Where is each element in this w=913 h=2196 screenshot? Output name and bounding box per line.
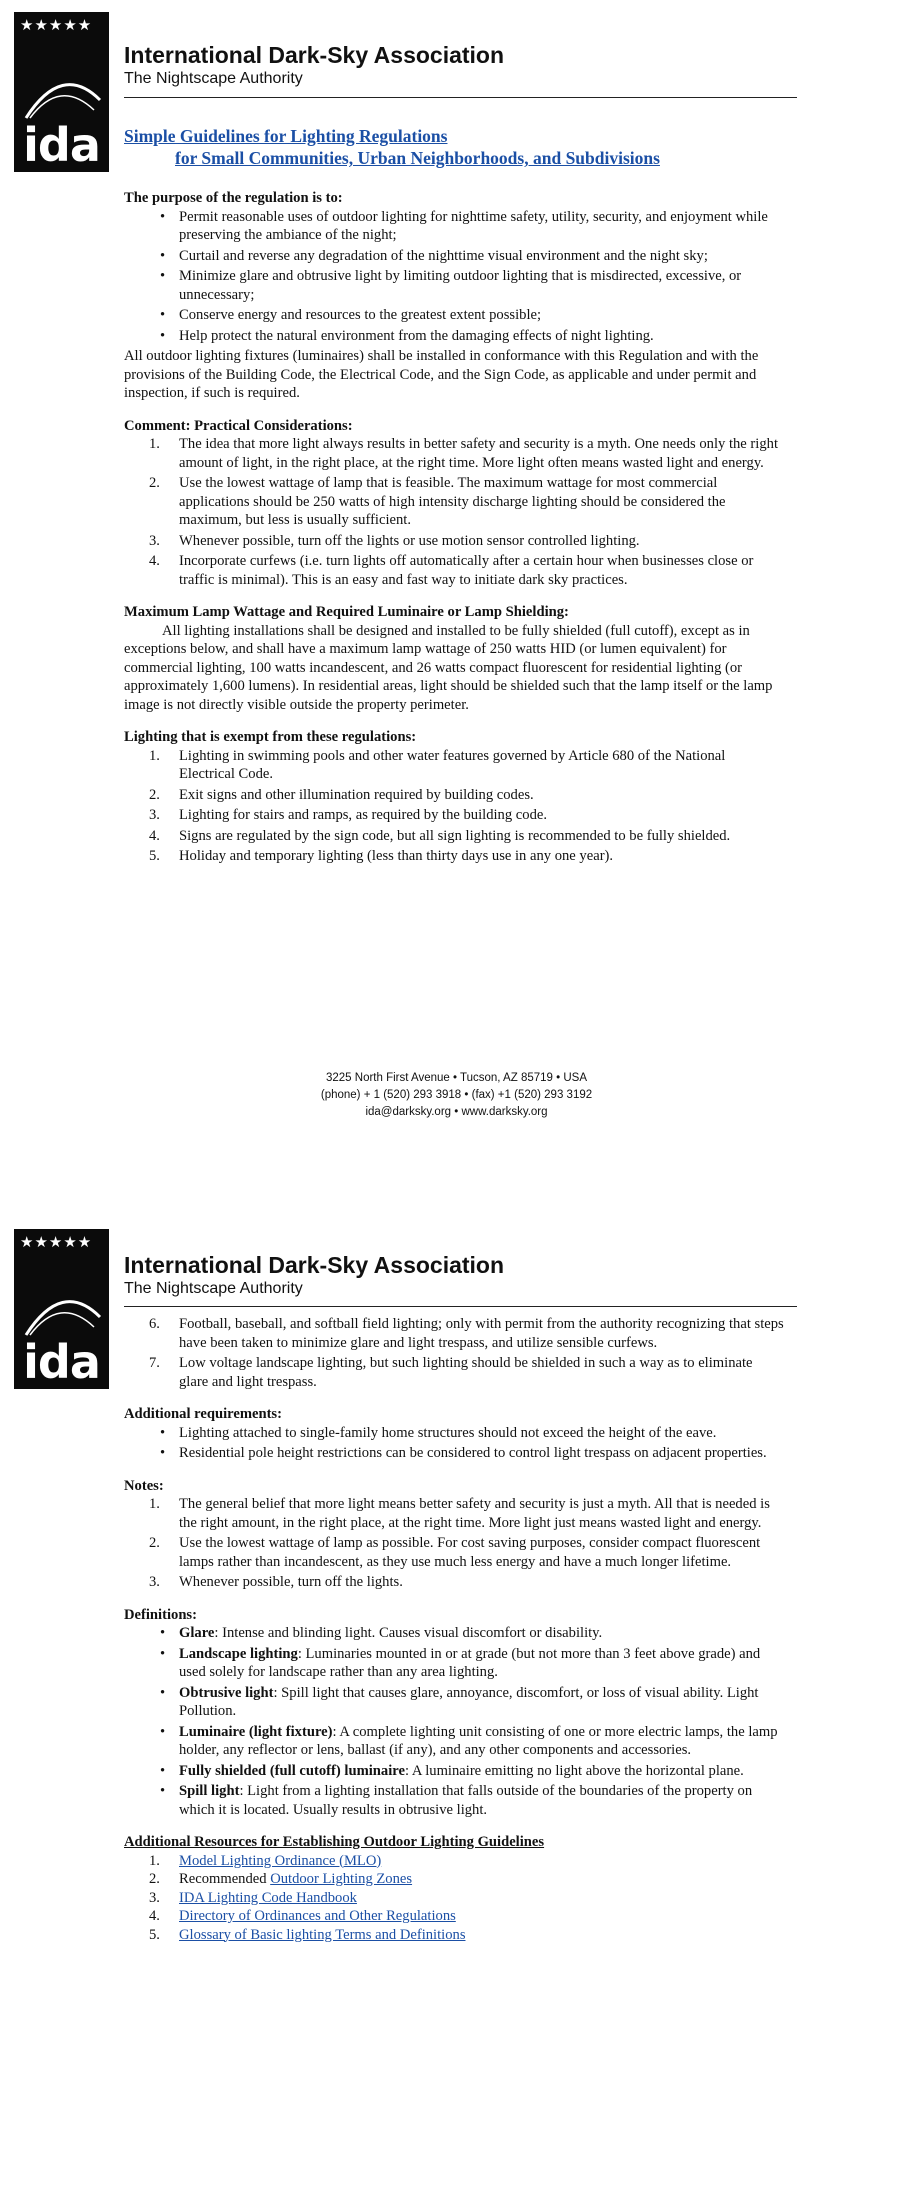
page1-content: [124, 125, 784, 868]
list-item: 1. The idea that more light always results in better safety and security is a myth. One needs only the right amount of light, in the right place, at the right time. More light often means wasted light and energy.: [149, 436, 778, 471]
header-rule: [124, 1306, 797, 1307]
list-item: • Curtail and reverse any degradation of the nighttime visual environment and the night sky;: [124, 247, 784, 266]
max-lamp-heading: Maximum Lamp Wattage and Required Luminaire or Lamp Shielding:: [124, 604, 569, 620]
list-item: • Conserve energy and resources to the greatest extent possible;: [124, 306, 784, 325]
list-item: 4. Signs are regulated by the sign code, but all sign lighting is recommended to be fully shielded.: [149, 827, 731, 844]
dome-arc-icon: [22, 1287, 102, 1337]
list-item: 2. Use the lowest wattage of lamp as possible. For cost saving purposes, consider compact fluorescent lamps rather than incandescent, as they use much less energy and have a much longer lifetime.: [149, 1535, 761, 1570]
org-name: International Dark-Sky Association: [124, 1252, 505, 1278]
title-line-1[interactable]: Simple Guidelines for Lighting Regulations: [124, 126, 448, 146]
list-item: • Minimize glare and obtrusive light by limiting outdoor lighting that is misdirected, excessive, or unnecessary;: [124, 267, 784, 304]
resources-section: [124, 1833, 784, 1944]
definitions-section: [124, 1606, 784, 1820]
list-item: • Residential pole height restrictions can be considered to control light trespass on adjacent properties.: [124, 1444, 784, 1463]
ida-logo: [14, 12, 109, 172]
resource-item: 3. IDA Lighting Code Handbook: [149, 1889, 357, 1906]
definition-item: • Landscape lighting: Luminaries mounted in or at grade (but not more than 3 feet above grade) and used solely for landscape rather than any area lighting.: [124, 1645, 784, 1682]
comment-heading: Comment: Practical Considerations:: [124, 417, 353, 434]
list-item: 4. Incorporate curfews (i.e. turn lights off automatically after a certain hour when businesses close or traffic is minimal). This is an easy and fast way to initiate dark sky practices.: [149, 553, 754, 588]
address-footer: [0, 1070, 913, 1121]
definition-item: • Fully shielded (full cutoff) luminaire: A luminaire emitting no light above the horizontal plane.: [124, 1762, 784, 1781]
definitions-heading: Definitions:: [124, 1606, 197, 1623]
exempt-section: [124, 728, 784, 866]
list-item: 2. Exit signs and other illumination required by building codes.: [149, 786, 534, 803]
purpose-heading: The purpose of the regulation is to:: [124, 190, 343, 206]
definition-item: • Obtrusive light: Spill light that causes glare, annoyance, discomfort, or loss of visual ability. Light Pollution.: [124, 1684, 784, 1721]
purpose-section: [124, 189, 784, 403]
title-line-2[interactable]: for Small Communities, Urban Neighborhoods, and Subdivisions: [175, 148, 660, 168]
stars-icon: ★★★★★: [20, 1233, 93, 1251]
org-header: [124, 41, 504, 89]
definitions-list: [124, 1624, 784, 1819]
resource-item: 1. Model Lighting Ordinance (MLO): [149, 1852, 382, 1869]
notes-section: [124, 1477, 784, 1592]
resource-link-ordinances[interactable]: Directory of Ordinances and Other Regulations: [179, 1908, 456, 1924]
ida-logo: [14, 1229, 109, 1389]
list-item: 7. Low voltage landscape lighting, but such lighting should be shielded in such a way as to eliminate glare and light trespass.: [149, 1355, 753, 1390]
list-item: • Help protect the natural environment from the damaging effects of night lighting.: [124, 327, 784, 346]
resource-item: 2. Recommended Outdoor Lighting Zones: [149, 1871, 413, 1887]
list-item: • Permit reasonable uses of outdoor lighting for nighttime safety, utility, security, and enjoyment while preserving the ambiance of the night;: [124, 208, 784, 245]
resources-list: [124, 1852, 784, 1945]
resource-link-lighting-zones[interactable]: Outdoor Lighting Zones: [270, 1871, 413, 1887]
additional-heading: Additional requirements:: [124, 1406, 282, 1422]
list-item: • Lighting attached to single-family home structures should not exceed the height of the eave.: [124, 1424, 784, 1443]
comment-list: [124, 435, 784, 589]
page2-content: [124, 1315, 784, 1944]
dome-arc-icon: [22, 70, 102, 120]
org-name: International Dark-Sky Association: [124, 42, 505, 68]
list-item: 2. Use the lowest wattage of lamp that is feasible. The maximum wattage for most commercial applications should be 250 watts of high intensity discharge lighting should be considered the maximum, but less is usually sufficient.: [149, 475, 726, 528]
list-item: 3. Lighting for stairs and ramps, as required by the building code.: [149, 807, 548, 823]
resource-link-mlo[interactable]: Model Lighting Ordinance (MLO): [179, 1852, 382, 1869]
guidelines-title-link[interactable]: [124, 125, 784, 169]
exempt-list-continued: [124, 1315, 784, 1391]
resource-link-glossary[interactable]: Glossary of Basic lighting Terms and Definitions: [179, 1926, 466, 1943]
list-item: 1. Lighting in swimming pools and other water features governed by Article 680 of the National Electrical Code.: [149, 747, 726, 782]
list-item: 3. Whenever possible, turn off the lights or use motion sensor controlled lighting.: [149, 532, 640, 549]
footer-contact: ida@darksky.org • www.darksky.org: [365, 1106, 548, 1118]
definition-item: • Spill light: Light from a lighting installation that falls outside of the boundaries of the property on which it is located. Usually results in obtrusive light.: [124, 1782, 784, 1819]
document-page-2: [0, 1225, 913, 2196]
header-rule: [124, 97, 797, 98]
definition-item: • Luminaire (light fixture): A complete lighting unit consisting of one or more electric lamps, the lamp holder, any reflector or lens, ballast (if any), and any other components and accessories.: [124, 1723, 784, 1760]
notes-list: [124, 1495, 784, 1592]
org-tagline: The Nightscape Authority: [124, 70, 303, 87]
exempt-list: [124, 747, 784, 866]
notes-heading: Notes:: [124, 1477, 164, 1494]
resources-heading: Additional Resources for Establishing Outdoor Lighting Guidelines: [124, 1834, 545, 1850]
footer-address: 3225 North First Avenue • Tucson, AZ 85719 • USA: [326, 1072, 587, 1084]
resource-item: 4. Directory of Ordinances and Other Regulations: [149, 1908, 456, 1924]
resource-link-code-handbook[interactable]: IDA Lighting Code Handbook: [179, 1889, 357, 1906]
additional-section: [124, 1405, 784, 1463]
exempt-heading: Lighting that is exempt from these regulations:: [124, 729, 417, 745]
logo-wordmark: ida: [23, 118, 100, 172]
max-lamp-paragraph: All lighting installations shall be designed and installed to be fully shielded (full cutoff), except as in exceptions below, and shall have a maximum lamp wattage of 250 watts HID (or lumen equivalent) for commercial lighting, 100 watts incandescent, and 26 watts compact fluorescent for residential lighting (or approximately 1,600 lumens). In residential areas, light should be shielded such that the lamp itself or the lamp image is not directly visible outside the property perimeter.: [124, 622, 773, 713]
stars-icon: ★★★★★: [20, 16, 93, 34]
list-item: 6. Football, baseball, and softball field lighting; only with permit from the authority recognizing that steps have been taken to minimize glare and light trespass, and utilize sensible curfews.: [149, 1316, 784, 1351]
comment-section: [124, 417, 784, 590]
logo-wordmark: ida: [23, 1335, 100, 1389]
org-tagline: The Nightscape Authority: [124, 1280, 303, 1297]
list-item: 5. Holiday and temporary lighting (less than thirty days use in any one year).: [149, 848, 614, 864]
purpose-list: [124, 208, 784, 346]
footer-phone: (phone) + 1 (520) 293 3918 • (fax) +1 (520) 293 3192: [320, 1089, 593, 1101]
resource-item: 5. Glossary of Basic lighting Terms and Definitions: [149, 1926, 466, 1943]
list-item: 1. The general belief that more light means better safety and security is just a myth. All that is needed is the right amount, in the right place, at the right time. More light just means wasted light and energy.: [149, 1496, 770, 1531]
list-item: 3. Whenever possible, turn off the lights.: [149, 1574, 403, 1590]
max-lamp-section: [124, 603, 784, 714]
additional-list: [124, 1424, 784, 1463]
purpose-paragraph: All outdoor lighting fixtures (luminaires) shall be installed in conformance with this Regulation and with the provisions of the Building Code, the Electrical Code, and the Sign Code, as applicable and under permit and inspection, if such is required.: [124, 348, 759, 401]
org-header: [124, 1251, 504, 1299]
definition-item: • Glare: Intense and blinding light. Causes visual discomfort or disability.: [124, 1624, 784, 1643]
